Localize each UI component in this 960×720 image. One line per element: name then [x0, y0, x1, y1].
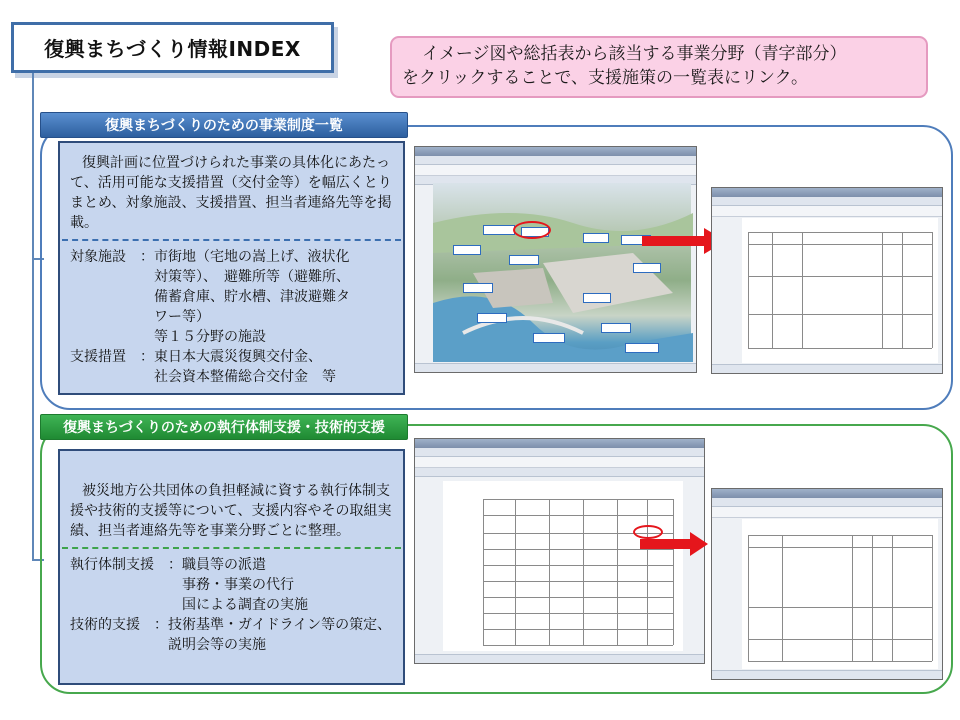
- facilities-line: 対策等）、 避難所等（避難所、: [154, 269, 350, 285]
- map-label[interactable]: [509, 255, 539, 265]
- section1-description-text: 復興計画に位置づけられた事業の具体化にあたって、活用可能な支援措置（交付金等）を幅広くとりまとめ、対象施設、支援措置、担当者連絡先等を掲載。: [70, 155, 392, 231]
- address-bar: [415, 156, 696, 165]
- note-line-1: イメージ図や総括表から該当する事業分野（青字部分）: [422, 44, 847, 64]
- page-title-text: 復興まちづくり情報INDEX: [44, 37, 301, 61]
- window-titlebar: [415, 439, 704, 448]
- tech-support-line: 技術基準・ガイドライン等の策定、: [168, 617, 392, 633]
- summary-document: [443, 481, 683, 651]
- map-label[interactable]: [601, 323, 631, 333]
- status-bar: [415, 654, 704, 663]
- section1-heading-text: 復興まちづくりのための事業制度一覧: [105, 118, 343, 134]
- pdf-toolbar: [415, 468, 704, 477]
- toolbar: [712, 507, 942, 518]
- map-label[interactable]: [477, 313, 507, 323]
- support-line: 社会資本整備総合交付金 等: [154, 369, 336, 385]
- section2-panel: [58, 449, 405, 685]
- exec-support-line: 職員等の派遣: [182, 557, 266, 573]
- exec-support-label: 執行体制支援 ：: [70, 557, 182, 573]
- page-title: [11, 22, 334, 73]
- section2-description: [60, 451, 403, 547]
- section2-details: [60, 549, 403, 655]
- section1-details: [60, 241, 403, 387]
- map-label[interactable]: [583, 233, 609, 243]
- town-image-map[interactable]: [433, 183, 691, 360]
- details-document: [742, 519, 938, 669]
- support-value: [154, 347, 395, 387]
- address-bar: [712, 197, 942, 206]
- facilities-line: 等１５分野の施設: [154, 329, 266, 345]
- section2-heading-text: 復興まちづくりのための執行体制支援・技術的支援: [63, 420, 385, 436]
- toolbar: [712, 206, 942, 217]
- support-label: 支援措置 ：: [70, 349, 154, 365]
- tech-support-value: [168, 615, 395, 655]
- status-bar: [712, 670, 942, 679]
- status-bar: [415, 363, 696, 372]
- exec-support-value: [182, 555, 395, 615]
- map-label[interactable]: [533, 333, 565, 343]
- window-titlebar: [712, 489, 942, 498]
- support-details-screenshot: [711, 488, 943, 680]
- exec-support-line: 事務・事業の代行: [182, 577, 294, 593]
- address-bar: [415, 448, 704, 457]
- section2-heading[interactable]: [40, 414, 408, 440]
- map-label[interactable]: [633, 263, 661, 273]
- address-bar: [712, 498, 942, 507]
- highlight-ellipse: [513, 221, 551, 239]
- toolbar: [415, 457, 704, 468]
- measures-list-screenshot: [711, 187, 943, 374]
- toolbar: [415, 165, 696, 176]
- map-label[interactable]: [463, 283, 493, 293]
- facilities-line: 市街地（宅地の嵩上げ、液状化: [154, 249, 350, 265]
- window-titlebar: [712, 188, 942, 197]
- facilities-line: ワー等）: [154, 309, 210, 325]
- facilities-label: 対象施設 ：: [70, 249, 154, 265]
- section1-description: [60, 143, 403, 239]
- map-label[interactable]: [583, 293, 611, 303]
- map-label[interactable]: [625, 343, 659, 353]
- status-bar: [712, 364, 942, 373]
- window-titlebar: [415, 147, 696, 156]
- section1-panel: [58, 141, 405, 395]
- exec-support-line: 国による調査の実施: [182, 597, 308, 613]
- map-label[interactable]: [483, 225, 515, 235]
- note-line-2: をクリックすることで、支援施策の一覧表にリンク。: [402, 68, 808, 88]
- facilities-line: 備蓄倉庫、貯水槽、津波避難タ: [154, 289, 350, 305]
- tech-support-label: 技術的支援 ：: [70, 617, 168, 633]
- image-map-screenshot[interactable]: [414, 146, 697, 373]
- section1-heading[interactable]: [40, 112, 408, 138]
- support-line: 東日本大震災復興交付金、: [154, 349, 322, 365]
- list-document: [742, 218, 938, 363]
- facilities-value: [154, 247, 395, 347]
- section2-description-text: 被災地方公共団体の負担軽減に資する執行体制支援や技術的支援等について、支援内容やその取組実績、担当者連絡先等を事業分野ごとに整理。: [70, 483, 392, 539]
- map-label[interactable]: [453, 245, 481, 255]
- instruction-note: [390, 36, 928, 98]
- red-arrow-right: [640, 532, 710, 556]
- connector-vertical: [32, 73, 34, 561]
- tech-support-line: 説明会等の実施: [168, 637, 266, 653]
